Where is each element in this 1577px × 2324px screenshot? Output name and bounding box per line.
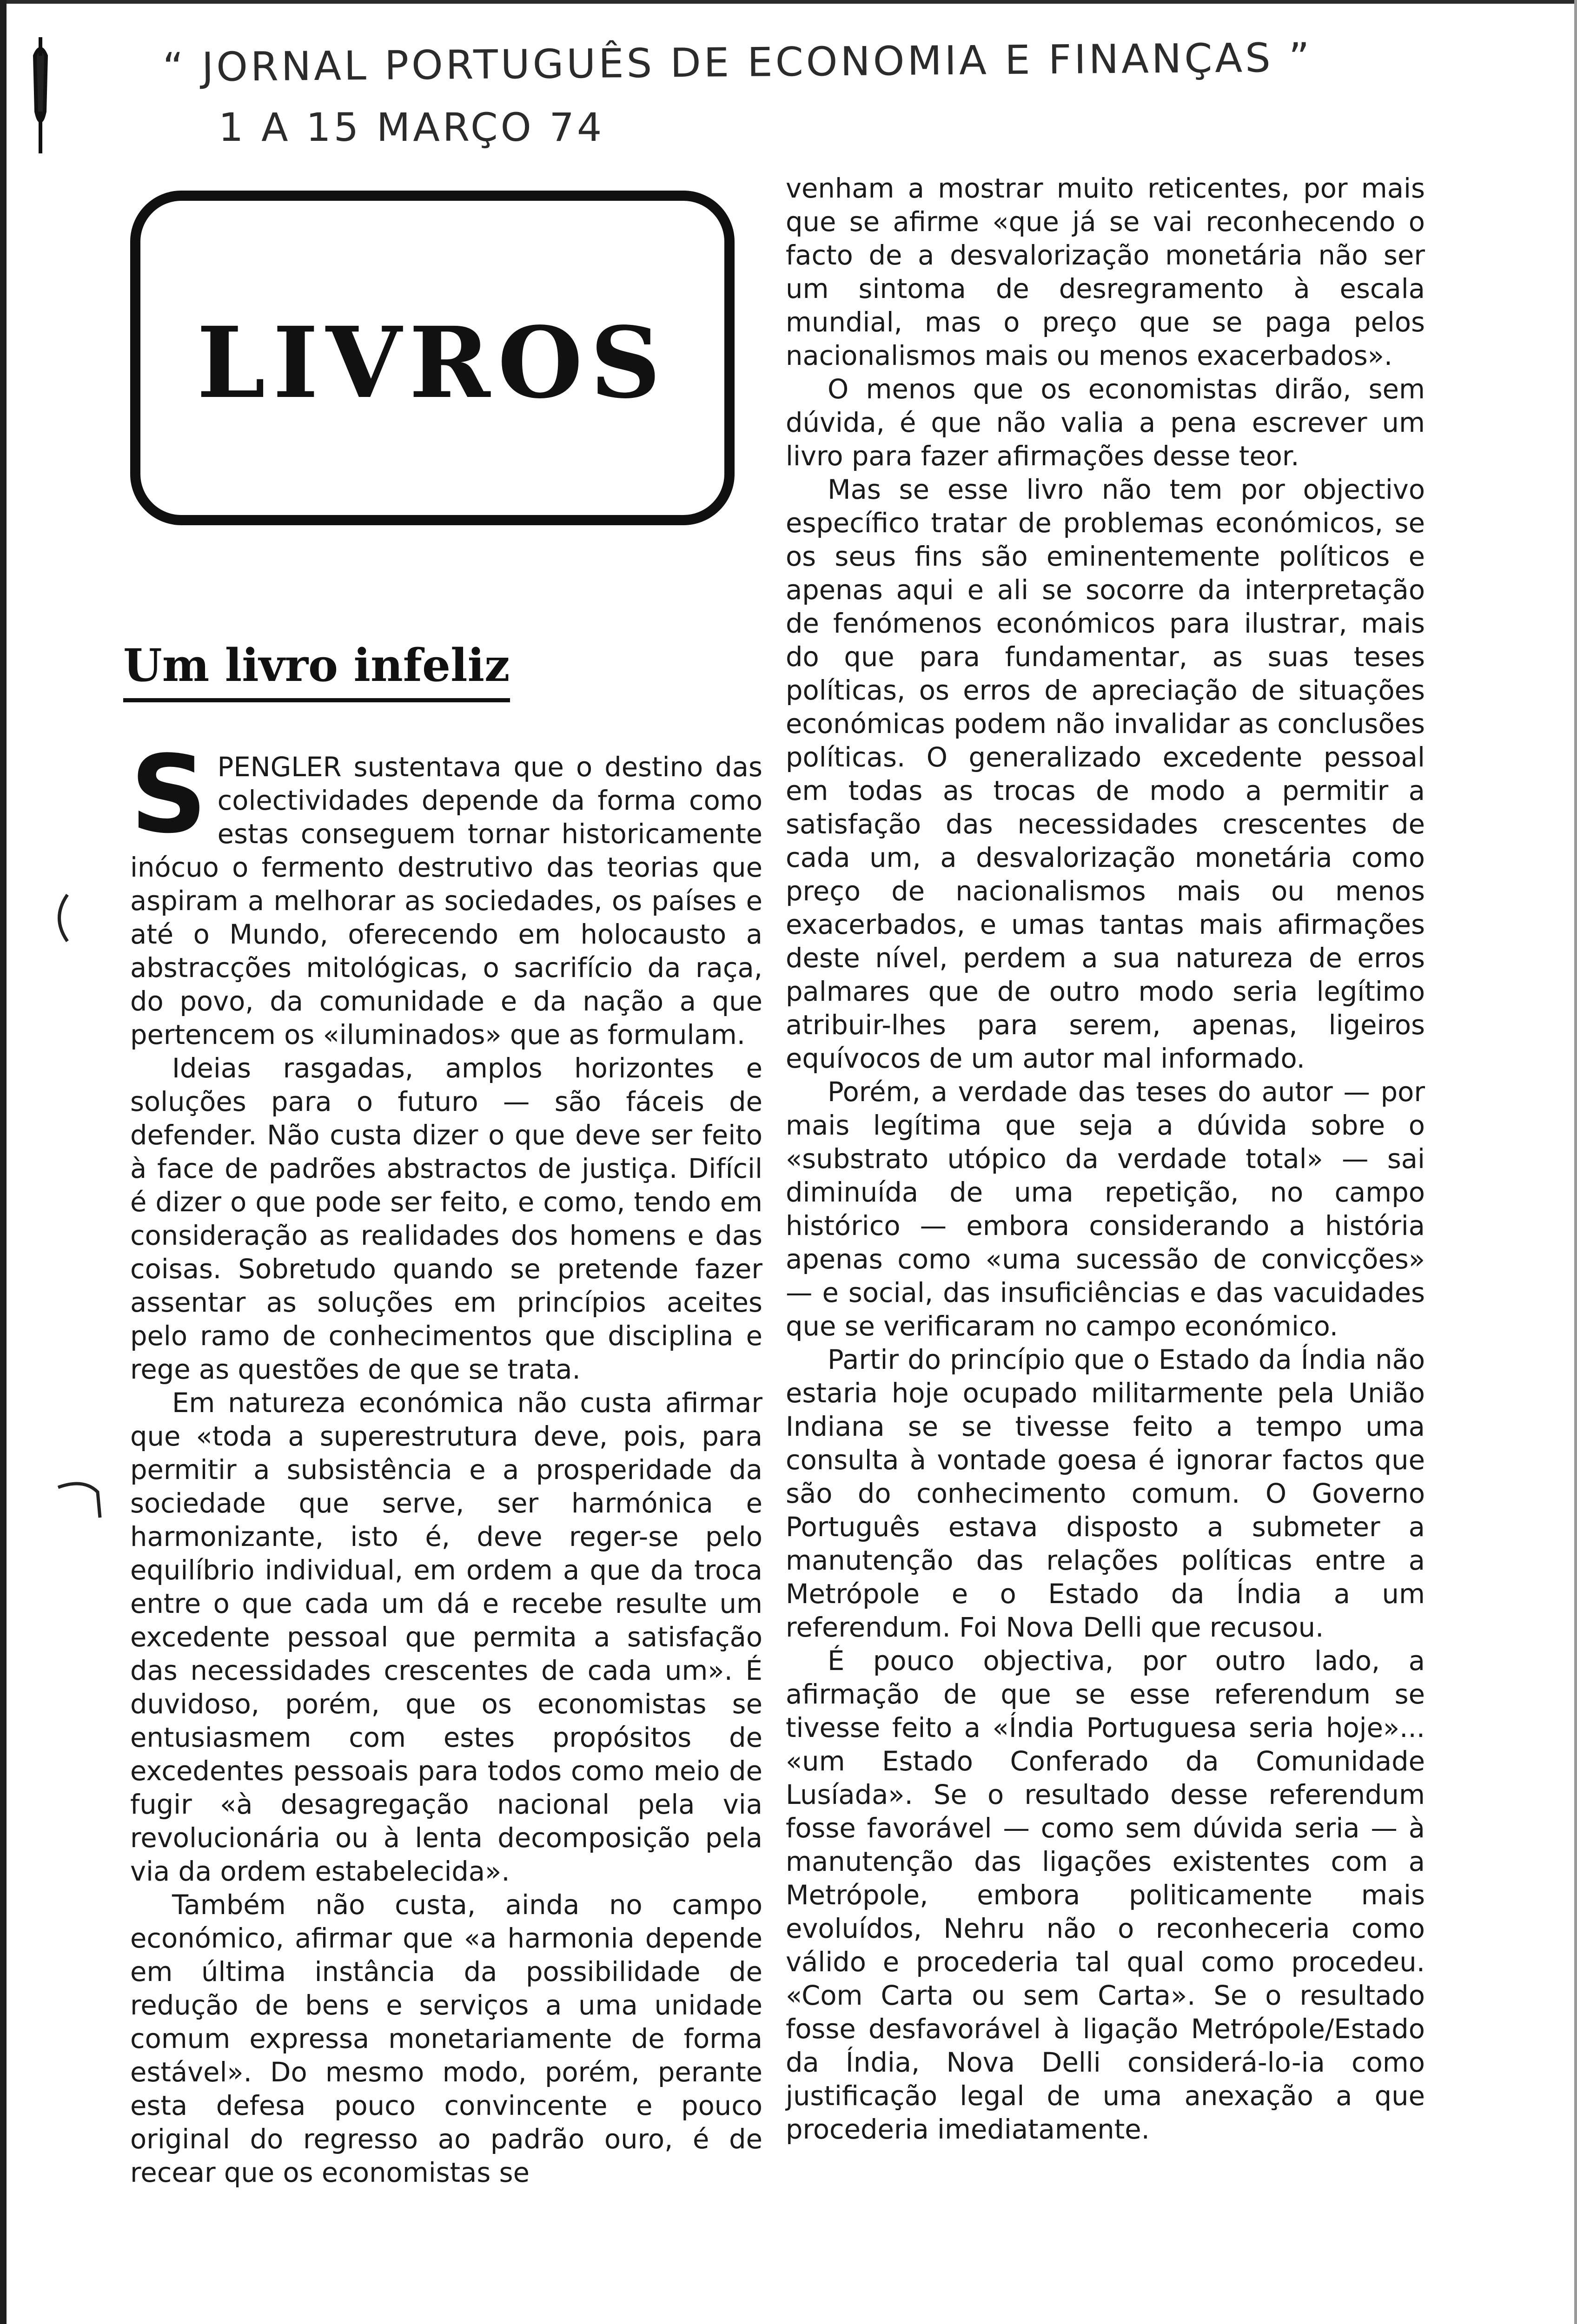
paragraph: Porém, a verdade das teses do autor — por mais legítima que seja a dúvida sobre o «substrato utópico da verdade total» — sai diminuída de uma repetição, no campo histórico — embora considerando a história apenas como «uma sucessão de convicções» — e social, das insuficiências e das vacuidades que se verificaram no campo económico. — [786, 1076, 1425, 1342]
margin-bracket-mark — [46, 892, 74, 944]
binder-clip-mark — [33, 37, 48, 153]
article-left-column — [130, 733, 762, 2190]
section-header-box — [130, 191, 735, 525]
handwritten-source-note: “ JORNAL PORTUGUÊS DE ECONOMIA E FINANÇAS ” — [162, 34, 1312, 91]
section-header-title: LIVROS — [197, 305, 668, 420]
paragraph — [130, 733, 762, 1052]
drop-cap: S — [130, 733, 207, 857]
paragraph-text: PENGLER sustentava que o destino das colectividades depende da forma como estas conseguem tornar historicamente inócuo o fermento destrutivo das teorias que aspiram a melhorar as sociedades, os países e até o Mundo, oferecendo em holocausto a abstracções mitológicas, o sacrifício da raça, do povo, da comunidade e da nação a que pertencem os «iluminados» que as formulam. — [130, 752, 762, 1050]
paragraph: venham a mostrar muito reticentes, por mais que se afirme «que já se vai reconhecendo o facto de a desvalorização monetária não ser um sintoma de desregramento à escala mundial, mas o preço que se paga pelos nacionalismos mais ou menos exacerbados». — [786, 173, 1425, 371]
scan-right-edge — [1574, 0, 1577, 2324]
paragraph: Mas se esse livro não tem por objectivo específico tratar de problemas económicos, se os seus fins são eminentemente políticos e apenas aqui e ali se socorre da interpretação de fenómenos económicos para ilustrar, mais do que para fundamentar, as suas teses políticas, os erros de apreciação de situações económicas podem não invalidar as conclusões políticas. O generalizado excedente pessoal em todas as trocas de modo a permitir a satisfação das necessidades crescentes de cada um, a desvalorização monetária como preço de nacionalismos mais ou menos exacerbados, e umas tantas mais afirmações deste nível, perdem a sua natureza de erros palmares que de outro modo seria legítimo atribuir-lhes para serem, apenas, ligeiros equívocos de um autor mal informado. — [786, 474, 1425, 1074]
article-title: Um livro infeliz — [123, 639, 510, 702]
paragraph: Também não custa, ainda no campo económico, afirmar que «a harmonia depende em última instância da possibilidade de redução de bens e serviços a uma unidade comum expressa monetariamente de forma estável». Do mesmo modo, porém, perante esta defesa pouco convincente e pouco original do regresso ao padrão ouro, é de recear que os economistas se — [130, 1889, 762, 2188]
paragraph: Ideias rasgadas, amplos horizontes e soluções para o futuro — são fáceis de defender. Não custa dizer o que deve ser feito à face de padrões abstractos de justiça. Difícil é dizer o que pode ser feito, e como, tendo em consideração as realidades dos homens e das coisas. Sobretudo quando se pretende fazer assentar as soluções em princípios aceites pelo ramo de conhecimentos que disciplina e rege as questões de que se trata. — [130, 1053, 762, 1385]
paragraph: Partir do princípio que o Estado da Índia não estaria hoje ocupado militarmente pela União Indiana se se tivesse feito a tempo uma consulta à vontade goesa é ignorar factos que são do conhecimento comum. O Governo Português estava disposto a submeter a manutenção das relações políticas entre a Metrópole e o Estado da Índia a um referendum. Foi Nova Delli que recusou. — [786, 1344, 1425, 1643]
paragraph: Em natureza económica não custa afirmar que «toda a superestrutura deve, pois, para permitir a subsistência e a prosperidade da sociedade que serve, ser harmónica e harmonizante, isto é, deve reger-se pelo equilíbrio individual, em ordem a que da troca entre o que cada um dá e recebe resulte um excedente pessoal que permita a satisfação das necessidades crescentes de cada um». É duvidoso, porém, que os economistas se entusiasmem com estes propósitos de excedentes pessoais para todos como meio de fugir «à desagregação nacional pela via revolucionária ou à lenta decomposição pela via da ordem estabelecida». — [130, 1387, 762, 1887]
paragraph: O menos que os economistas dirão, sem dúvida, é que não valia a pena escrever um livro para fazer afirmações desse teor. — [786, 374, 1425, 472]
paragraph: É pouco objectiva, por outro lado, a afirmação de que se esse referendum se tivesse feito a «Índia Portuguesa seria hoje»... «um Estado Conferado da Comunidade Lusíada». Se o resultado desse referendum fosse favorável — como sem dúvida seria — à manutenção das ligações existentes com a Metrópole, embora politicamente mais evoluídos, Nehru não o reconheceria como válido e procederia tal qual como procedeu. «Com Carta ou sem Carta». Se o resultado fosse desfavorável à ligação Metrópole/Estado da Índia, Nova Delli considerá-lo-ia como justificação legal de uma anexação a que procederia imediatamente. — [786, 1645, 1425, 2145]
scan-top-edge — [0, 0, 1577, 4]
article-right-column — [786, 172, 1425, 2146]
scan-left-edge — [0, 0, 7, 2324]
margin-hook-mark — [56, 1478, 107, 1520]
handwritten-date-note: 1 A 15 MARÇO 74 — [219, 105, 605, 150]
